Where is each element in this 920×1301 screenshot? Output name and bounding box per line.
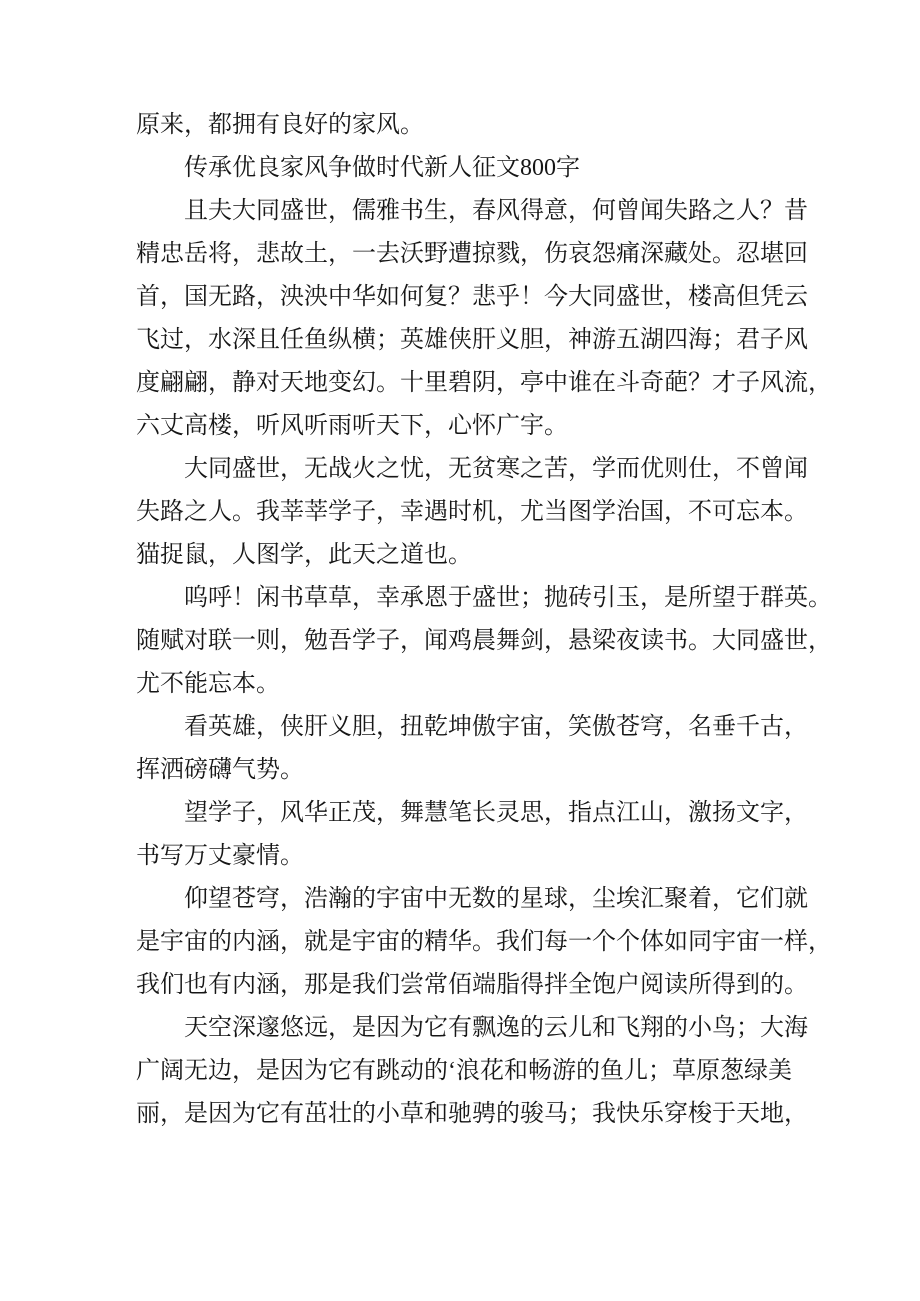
text-line: 呜呼！闲书草草，幸承恩于盛世；抛砖引玉，是所望于群英。 (184, 585, 832, 611)
text-line: 原来，都拥有良好的家风。 (136, 112, 424, 138)
text-line: 望学子，风华正茂，舞慧笔长灵思，指点江山，激扬文字， (184, 800, 808, 826)
text-line: 失路之人。我莘莘学子，幸遇时机，尤当图学治国，不可忘本。 (136, 499, 808, 525)
text-line: 仰望苍穹，浩瀚的宇宙中无数的星球，尘埃汇聚着，它们就 (184, 886, 808, 912)
text-line: 看英雄，侠肝义胆，扭乾坤傲宇宙，笑傲苍穹，名垂千古， (184, 714, 808, 740)
text-line: 书写万丈豪情。 (136, 843, 304, 869)
document-text (136, 104, 832, 1136)
text-line: 首，国无路，泱泱中华如何复？悲乎！今大同盛世，楼高但凭云 (136, 284, 808, 310)
text-line: 猫捉鼠，人图学，此天之道也。 (136, 542, 472, 568)
text-line: 且夫大同盛世，儒雅书生，春风得意，何曾闻失路之人？昔 (184, 198, 808, 224)
text-line: 飞过，水深且任鱼纵横；英雄侠肝义胆，神游五湖四海；君子风 (136, 327, 808, 353)
text-line: 传承优良家风争做时代新人征文800字 (184, 155, 580, 181)
text-line: 丽，是因为它有茁壮的小草和驰骋的骏马；我快乐穿梭于天地， (136, 1101, 808, 1127)
text-line: 是宇宙的内涵，就是宇宙的精华。我们每一个个体如同宇宙一样， (136, 929, 832, 955)
text-line: 天空深邃悠远，是因为它有飘逸的云儿和飞翔的小鸟；大海 (184, 1015, 808, 1041)
text-line: 度翩翩，静对天地变幻。十里碧阴，亭中谁在斗奇葩？才子风流， (136, 370, 832, 396)
text-line: 挥洒磅礴气势。 (136, 757, 304, 783)
text-line: 大同盛世，无战火之忧，无贫寒之苦，学而优则仕，不曾闻 (184, 456, 808, 482)
text-line: 我们也有内涵，那是我们尝常佰端脂得拌全饱户阅读所得到的。 (136, 972, 808, 998)
text-line: 广阔无边，是因为它有跳动的‘浪花和畅游的鱼儿；草原葱绿美 (136, 1058, 792, 1084)
text-line: 精忠岳将，悲故土，一去沃野遭掠戮，伤哀怨痛深藏处。忍堪回 (136, 241, 808, 267)
text-line: 六丈高楼，听风听雨听天下，心怀广宇。 (136, 413, 568, 439)
text-line: 尤不能忘本。 (136, 671, 280, 697)
text-line: 随赋对联一则，勉吾学子，闻鸡晨舞剑，悬梁夜读书。大同盛世， (136, 628, 832, 654)
